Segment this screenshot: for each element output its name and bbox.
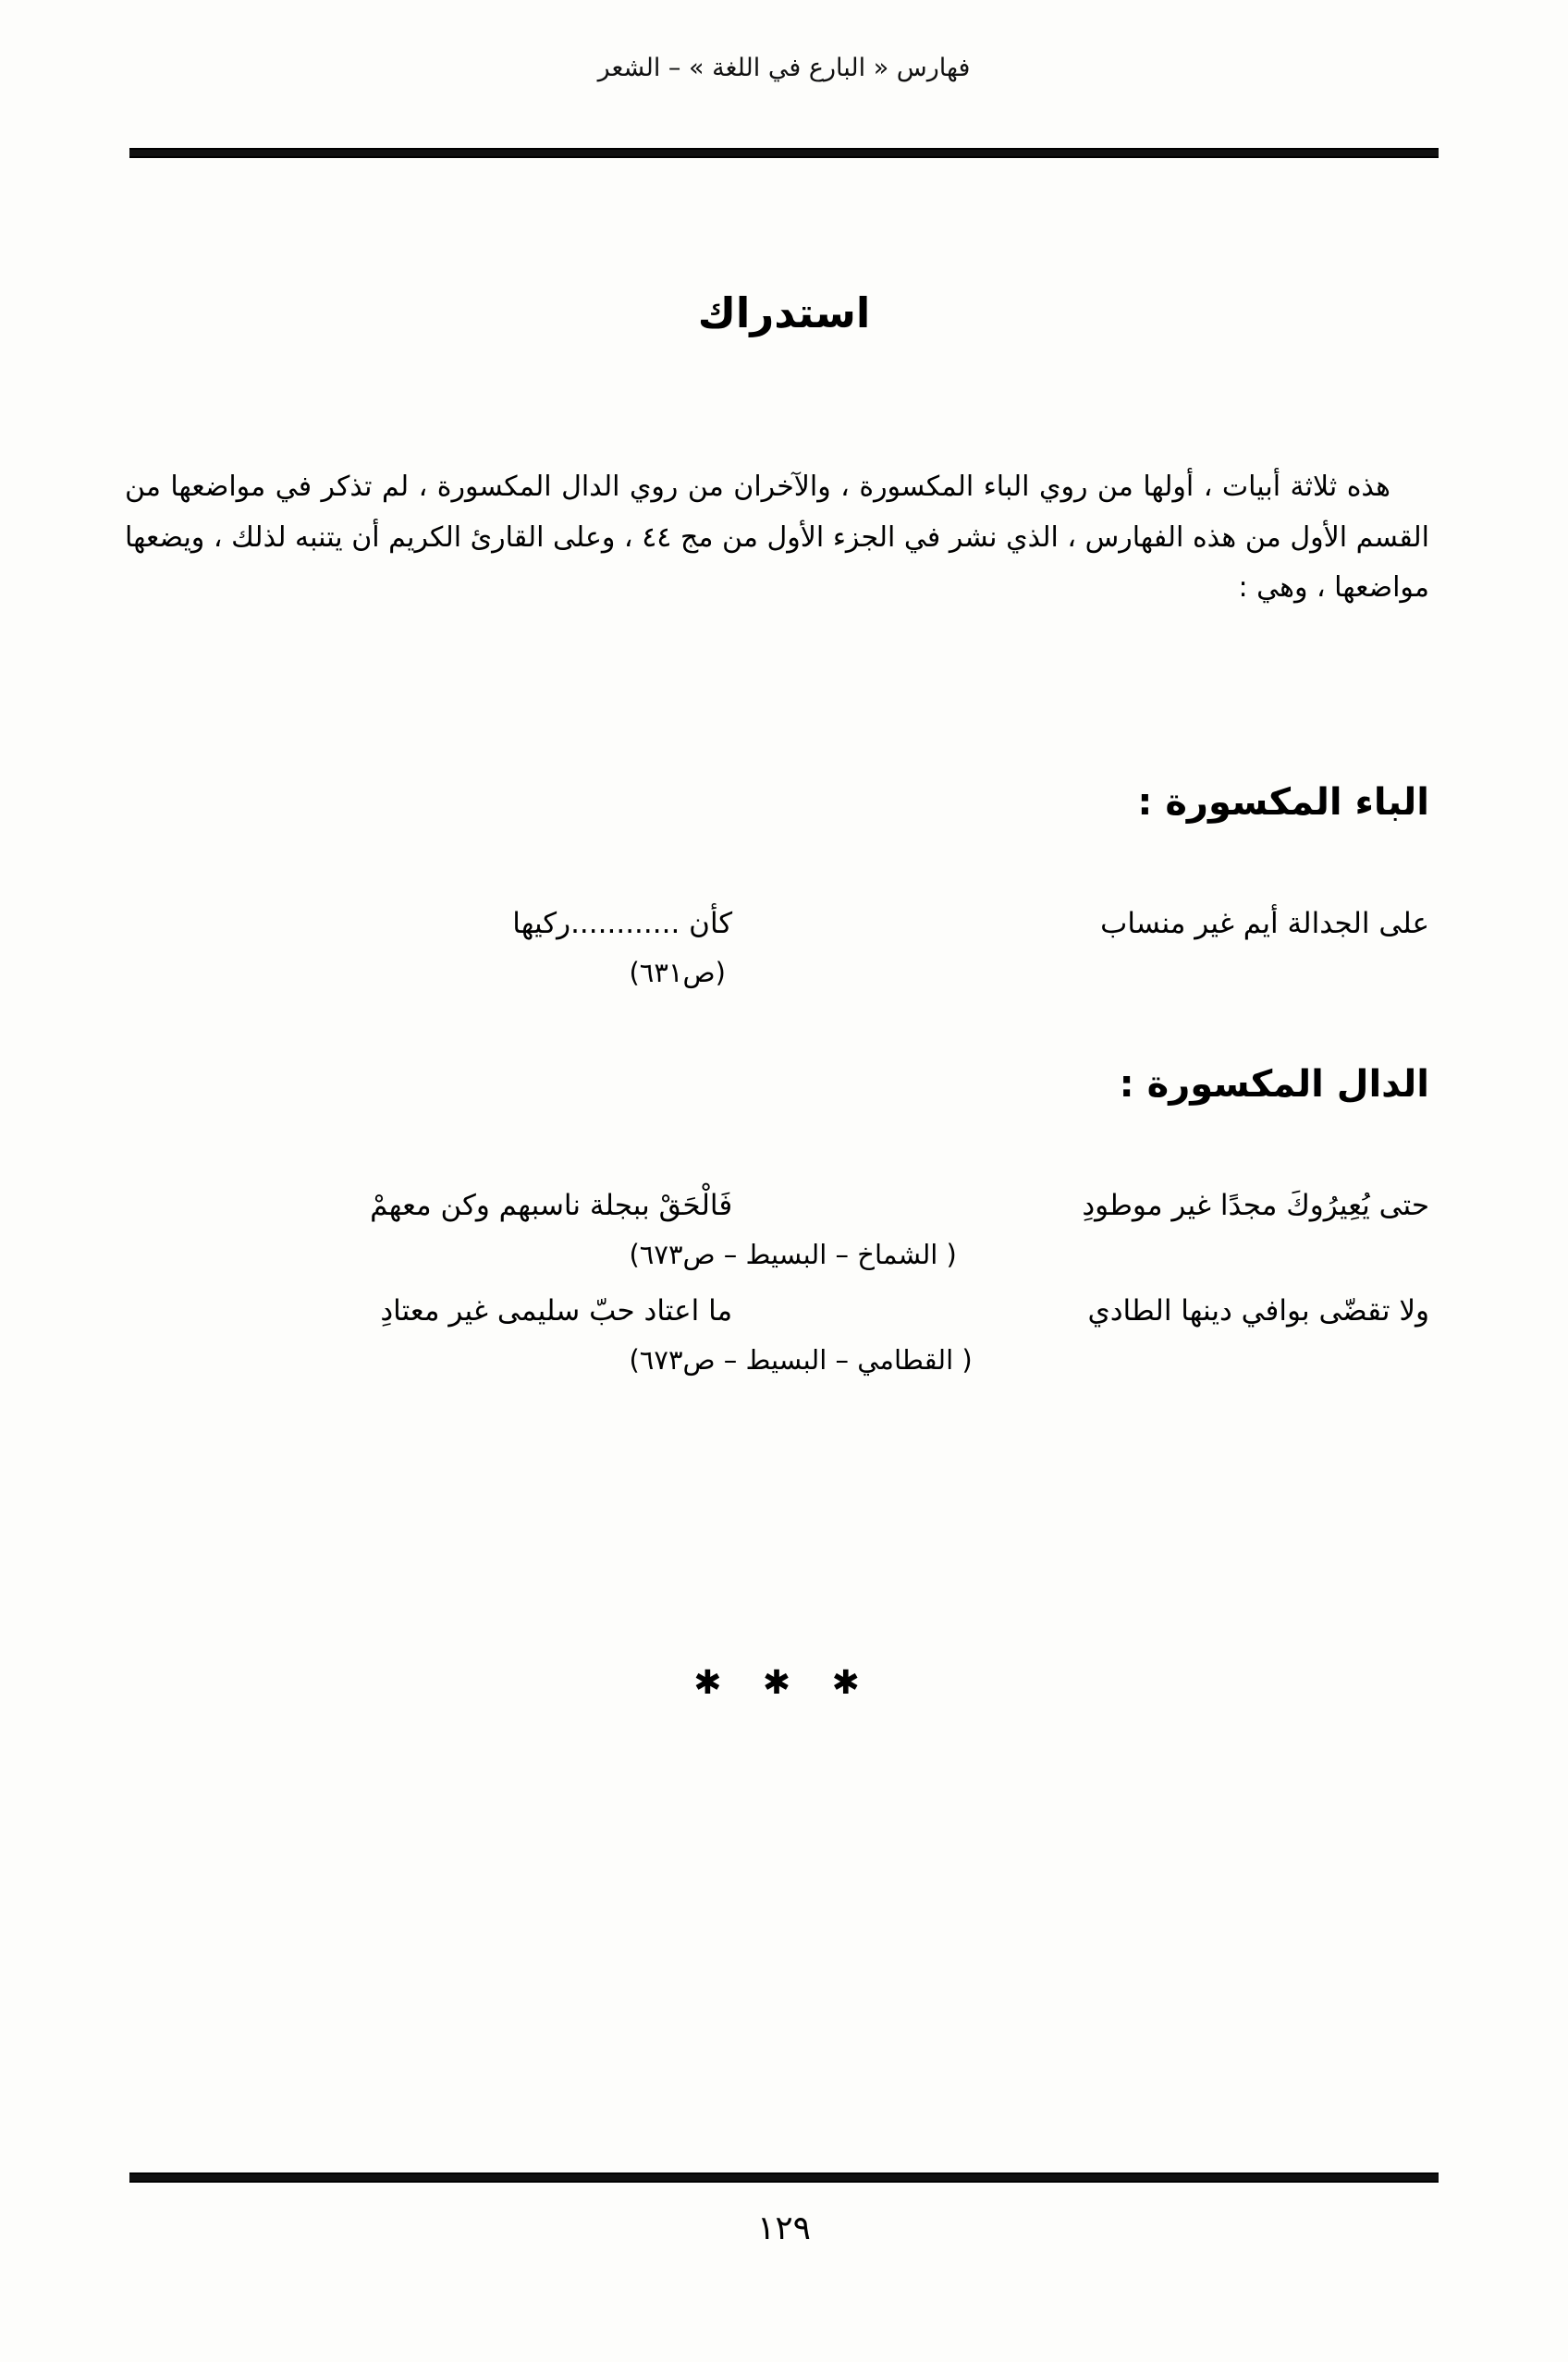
- verse-attribution: (ص٦٣١): [629, 956, 726, 988]
- verse-hemistich-first: كأن ............ركيها: [512, 907, 733, 940]
- running-head: فهارس « البارع في اللغة » – الشعر: [597, 54, 971, 82]
- section-heading-dal: الدال المكسورة :: [1119, 1063, 1429, 1106]
- page-number: ١٢٩: [756, 2209, 811, 2247]
- section-heading-ba: الباء المكسورة :: [1137, 781, 1429, 824]
- verse-group-dal: [139, 1183, 1429, 1394]
- verse-row: [139, 901, 1429, 948]
- footer-rule: [129, 2172, 1439, 2183]
- intro-paragraph: [125, 462, 1429, 614]
- verse-group-ba: [139, 901, 1429, 1018]
- header-rule: [129, 148, 1439, 158]
- verse-hemistich-first: فَالْحَقْ ببجلة ناسبهم وكن معهمْ: [370, 1189, 733, 1222]
- verse-hemistich-second: ولا تقضّى بوافي دينها الطادي: [1087, 1293, 1429, 1328]
- verse-attribution: ( الشماخ – البسيط – ص٦٧٣): [629, 1238, 957, 1270]
- verse-row: [139, 1183, 1429, 1230]
- page-title: استدراك: [697, 288, 871, 338]
- verse-attribution: ( القطامي – البسيط – ص٦٧٣): [629, 1343, 973, 1376]
- verse-hemistich-first: ما اعتاد حبّ سليمى غير معتادِ: [380, 1293, 733, 1328]
- verse-hemistich-second: حتى يُعِيرُوكَ مجدًا غير موطودِ: [1082, 1189, 1429, 1222]
- verse-row: [139, 1289, 1429, 1335]
- verse-hemistich-second: على الجدالة أيم غير منساب: [1100, 907, 1429, 940]
- section-ornament: ✱ ✱ ✱: [693, 1664, 875, 1702]
- intro-text: هذه ثلاثة أبيات ، أولها من روي الباء المكسورة ، والآخران من روي الدال المكسورة ، لم تذكر في مواضعها من القسم الأول من هذه الفهارس ، الذي نشر في الجزء الأول من مج ٤٤ ، وعلى القارئ الكريم أن يتنبه لذلك ، ويضعها مواضعها ، وهي :: [125, 471, 1430, 605]
